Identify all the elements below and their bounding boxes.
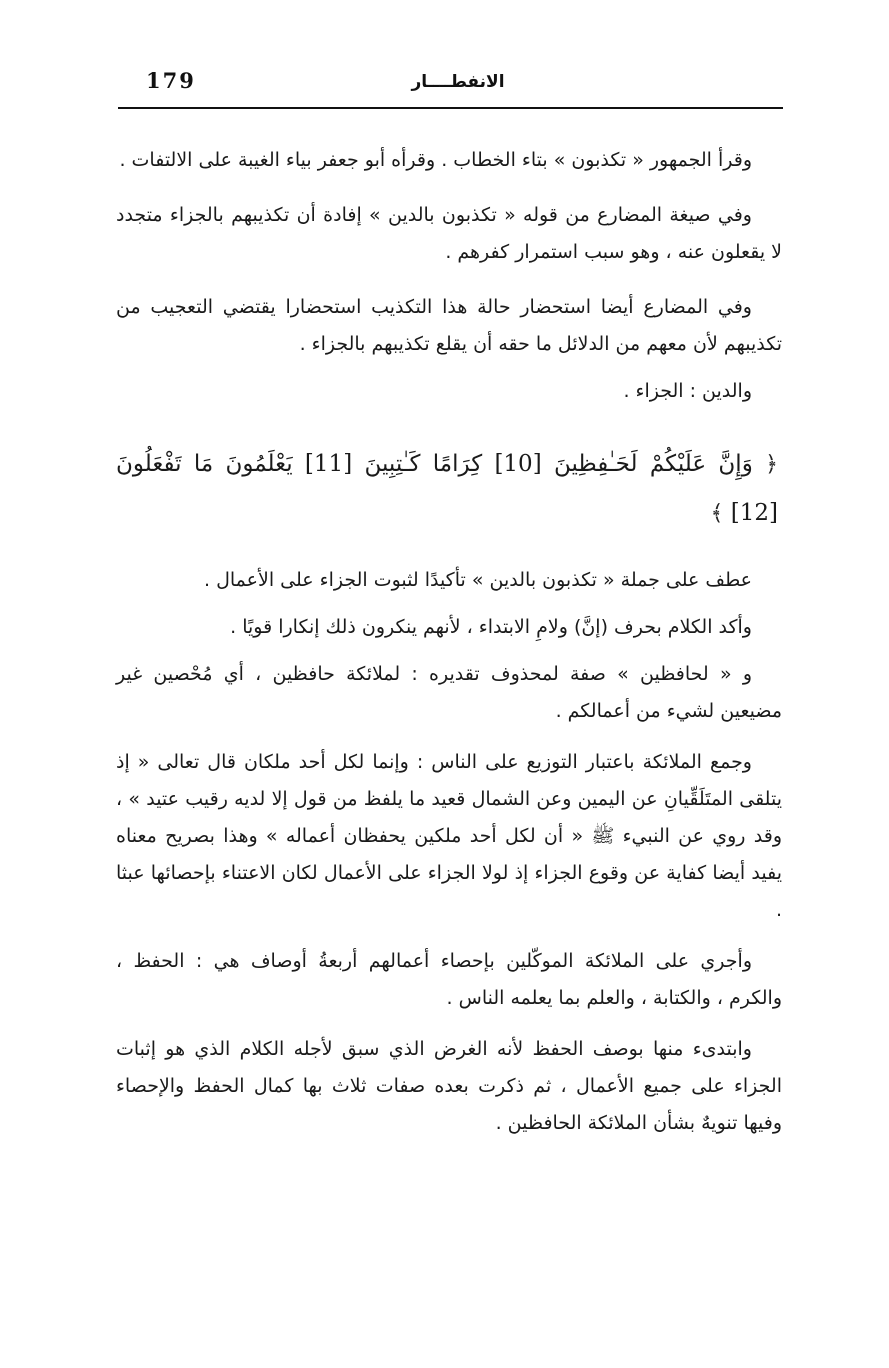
quran-verse	[116, 440, 782, 538]
verse-open-ornament: ﴿	[765, 452, 779, 477]
verse-text: وَإِنَّ عَلَيْكُمْ لَحَـٰفِظِينَ [10] كِرَامًا كَـٰتِبِينَ [11] يَعْلَمُونَ مَا تَفْعَلُونَ [12]	[116, 451, 778, 526]
page-header	[118, 62, 783, 102]
commentary-emphasis: وأكد الكلام بحرف (إنَّ) ولامِ الابتداء ، لأنهم ينكرون ذلك إنكارا قويًا .	[230, 616, 752, 638]
running-title: الانفطــــار	[411, 72, 505, 92]
commentary-four-attributes: وأجري على الملائكة الموكّلين بإحصاء أعمالهم أربعةُ أوصاف هي : الحفظ ، والكرم ، والكتابة ، والعلم بما يعلمه الناس .	[116, 950, 782, 1009]
commentary-order-of-attributes: وابتدىء منها بوصف الحفظ لأنه الغرض الذي سبق لأجله الكلام الذي هو إثبات الجزاء على جميع الأعمال ، ثم ذكرت بعده صفات ثلاث بها كمال الحفظ والإحصاء وفيها تنويهٌ بشأن الملائكة الحافظين .	[116, 1038, 782, 1134]
verse-close-ornament: ﴾	[710, 501, 724, 526]
page-number: 179	[146, 68, 196, 93]
paragraph-evocation: وفي المضارع أيضا استحضار حالة هذا التكذيب استحضارا يقتضي التعجيب من تكذيبهم لأن معهم من الدلائل ما حقه أن يقلع تكذيبهم بالجزاء .	[116, 296, 782, 355]
header-divider	[118, 107, 783, 109]
commentary-plural-angels: وجمع الملائكة باعتبار التوزيع على الناس : وإنما لكل أحد ملكان قال تعالى « إذ يتلقى المتَلَقِّيانِ عن اليمين وعن الشمال قعيد ما يلفظ من قول إلا لديه رقيب عتيد » ، وقد روي عن النبيء ﷺ « أن لكل أحد ملكين يحفظان أعماله » وهذا بصريح معناه يفيد أيضا كفاية عن وقوع الجزاء إذ لولا الجزاء على الأعمال لكان الاعتناء بإحصائها عبثا .	[116, 751, 782, 921]
commentary-guardians: و « لحافظين » صفة لمحذوف تقديره : لملائكة حافظين ، أي مُحْصين غير مضيعين لشيء من أعمالكم .	[116, 663, 782, 722]
commentary-conjunction: عطف على جملة « تكذبون بالدين » تأكيدًا لثبوت الجزاء على الأعمال .	[203, 569, 752, 591]
paragraph-reading-variants: وقرأ الجمهور « تكذبون » بتاء الخطاب . وقرأه أبو جعفر بياء الغيبة على الالتفات .	[119, 149, 752, 171]
page-body	[116, 142, 782, 1142]
paragraph-definition: والدين : الجزاء .	[623, 380, 752, 402]
paragraph-present-tense: وفي صيغة المضارع من قوله « تكذبون بالدين » إفادة أن تكذيبهم بالجزاء متجدد لا يقعلون عنه ، وهو سبب استمرار كفرهم .	[116, 204, 782, 263]
